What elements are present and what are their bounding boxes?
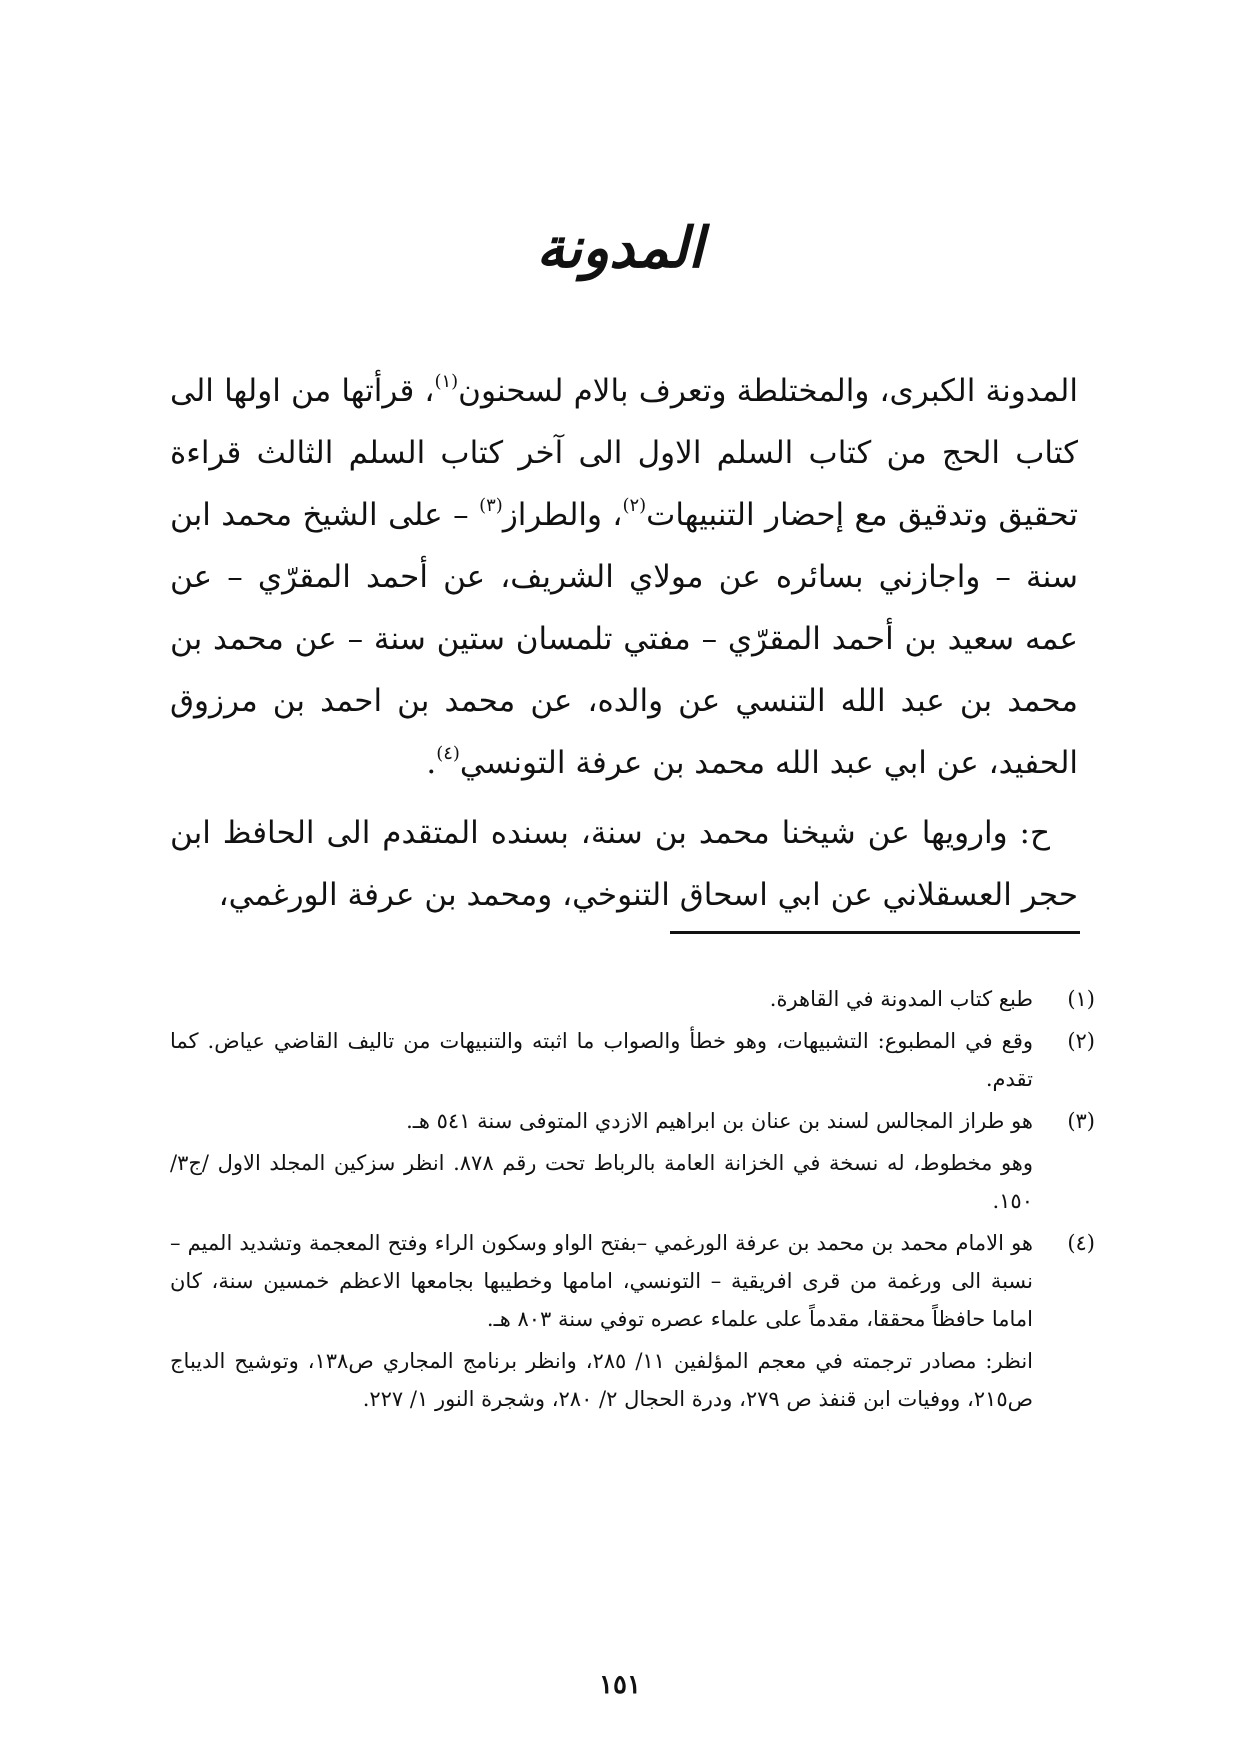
footnote-ref: (١) (434, 371, 459, 392)
footnote-line: وقع في المطبوع: التشبيهات، وهو خطأ والصواب ما اثبته والتنبيهات من تاليف القاضي عياض. كما تقدم. (170, 1029, 1033, 1091)
page-title: المدونة (536, 215, 704, 281)
footnote-line: هو طراز المجالس لسند بن عنان بن ابراهيم الازدي المتوفى سنة ٥٤١ هـ. (406, 1109, 1033, 1133)
footnote (170, 1224, 1095, 1418)
text-segment: – على الشيخ محمد ابن سنة – واجازني بسائره عن مولاي الشريف، عن أحمد المقرّي – عن عمه سعيد بن أحمد المقرّي – مفتي تلمسان ستين سنة – عن محمد بن محمد بن عبد الله التنسي عن والده، عن محمد بن احمد بن مرزوق الحفيد، عن ابي عبد الله محمد بن عرفة التونسي (170, 497, 1078, 781)
footnote-text (170, 1224, 1033, 1418)
footnote-text (170, 1022, 1033, 1098)
page-number: ١٥١ (599, 1670, 641, 1700)
footnote-text (170, 1102, 1033, 1220)
footnote-ref: (٢) (622, 495, 647, 516)
text-segment: ، والطراز (502, 497, 623, 533)
footnote (170, 980, 1095, 1018)
footnote-line: انظر: مصادر ترجمته في معجم المؤلفين ١١/ ٢٨٥، وانظر برنامج المجاري ص١٣٨، وتوشيح الديباج ص٢١٥، ووفيات ابن قنفذ ص ٢٧٩، ودرة الحجال ٢/ ٢٨٠، وشجرة النور ١/ ٢٢٧. (170, 1349, 1034, 1411)
footnote-divider (670, 931, 1080, 934)
text-segment: . (426, 745, 437, 781)
footnote (170, 1022, 1095, 1098)
footnote-line: طبع كتاب المدونة في القاهرة. (769, 987, 1033, 1011)
footnote-line: هو الامام محمد بن محمد بن عرفة الورغمي –بفتح الواو وسكون الراء وفتح المعجمة وتشديد الميم – نسبة الى ورغمة من قرى افريقية – التونسي، امامها وخطيبها بجامعها الاعظم خمسين سنة، كان اماما حافظاً محققا، مقدماً على علماء عصره توفي سنة ٨٠٣ هـ. (170, 1231, 1033, 1331)
footnotes (170, 980, 1095, 1422)
footnote-ref: (٤) (436, 743, 460, 764)
paragraph: ح: وارويها عن شيخنا محمد بن سنة، بسنده المتقدم الى الحافظ ابن حجر العسقلاني عن ابي اسحاق التنوخي، ومحمد بن عرفة الورغمي، (170, 815, 1078, 913)
paragraph (170, 360, 1078, 794)
main-text (170, 360, 1078, 934)
footnote-number: (١) (1067, 987, 1095, 1011)
footnote-number: (٢) (1067, 1029, 1095, 1053)
footnote-text (170, 980, 1033, 1018)
footnote-number: (٤) (1067, 1231, 1095, 1255)
footnote (170, 1102, 1095, 1220)
footnote-ref: (٣) (479, 495, 503, 516)
text-segment: ، قرأتها من اولها الى كتاب الحج من كتاب السلم الاول الى آخر كتاب السلم الثالث قراءة تحقيق وتدقيق مع إحضار التنبيهات (170, 373, 1078, 533)
footnote-number: (٣) (1067, 1109, 1095, 1133)
footnote-line: وهو مخطوط، له نسخة في الخزانة العامة بالرباط تحت رقم ٨٧٨. انظر سزكين المجلد الاول /ج٣/ ١٥٠. (170, 1151, 1034, 1213)
text-segment: المدونة الكبرى، والمختلطة وتعرف بالام لسحنون (458, 373, 1078, 409)
